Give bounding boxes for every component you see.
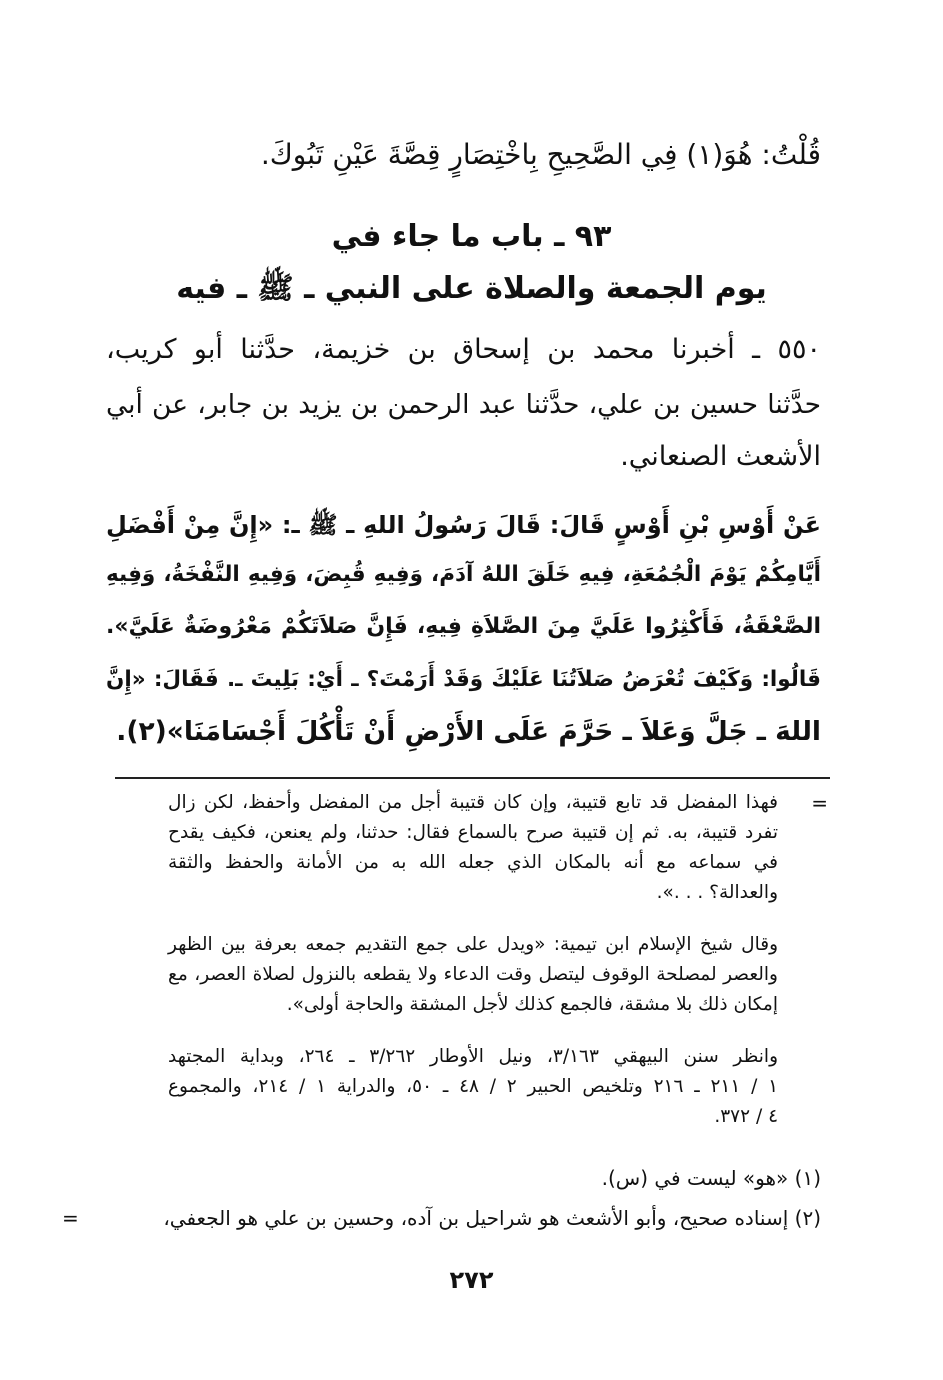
intro-line: قُلْتُ: هُوَ(١) فِي الصَّحِيحِ بِاخْتِصَارٍ قِصَّةَ عَيْنِ تَبُوكَ. xyxy=(260,138,821,171)
page-number: ٢٧٢ xyxy=(449,1266,494,1294)
hadith-line: الصَّعْقَةُ، فَأَكْثِرُوا عَلَيَّ مِنَ الصَّلاَةِ فِيهِ، فَإِنَّ صَلاَتَكُمْ مَعْرُوضَةٌ عَلَيَّ». xyxy=(106,614,821,639)
hadith-line: عَنْ أَوْسِ بْنِ أَوْسٍ قَالَ: قَالَ رَسُولُ اللهِ ـ ﷺ ـ: «إِنَّ مِنْ أَفْضَلِ xyxy=(106,511,821,539)
footnote-line: في سماعه مع أنه بالمكان الذي جعله الله به من الأمانة والحفظ والثقة xyxy=(168,852,778,873)
chapter-title-line2: يوم الجمعة والصلاة على النبي ـ ﷺ ـ فيه xyxy=(176,271,767,306)
footnote-2: (٢) إسناده صحيح، وأبو الأشعث هو شراحيل بن آده، وحسين بن علي هو الجعفي، xyxy=(163,1206,821,1230)
hadith-line: اللهَ ـ جَلَّ وَعَلاَ ـ حَرَّمَ عَلَى الأَرْضِ أَنْ تَأْكُلَ أَجْسَامَنَا»(٢). xyxy=(116,716,821,747)
footnote-continues-marker: = xyxy=(62,1206,79,1230)
footnote-line: وقال شيخ الإسلام ابن تيمية: «ويدل على جمع التقديم جمعه بعرفة بين الظهر xyxy=(168,934,778,955)
footnote-separator xyxy=(115,777,830,779)
footnote-line: والعدالة؟ . . .». xyxy=(656,882,778,903)
isnad-line: حدَّثنا حسين بن علي، حدَّثنا عبد الرحمن بن يزيد بن جابر، عن أبي xyxy=(106,389,821,420)
hadith-line: قَالُوا: وَكَيْفَ تُعْرَضُ صَلاَتُنَا عَلَيْكَ وَقَدْ أَرَمْتَ؟ ـ أَيْ: بَلِيتَ ـ. فَقَالَ: «إِنَّ xyxy=(106,667,821,692)
footnote-line: وانظر سنن البيهقي ٣/١٦٣، ونيل الأوطار ٣/٢٦٢ ـ ٢٦٤، وبداية المجتهد xyxy=(168,1046,779,1067)
isnad-line: الأشعث الصنعاني. xyxy=(620,441,821,472)
continuation-marker: = xyxy=(811,791,828,815)
footnote-line: فهذا المفضل قد تابع قتيبة، وإن كان قتيبة أجل من المفضل وأحفظ، لكن زال xyxy=(168,792,778,813)
footnote-line: والعصر لمصلحة الوقوف ليتصل وقت الدعاء ولا يقطعه بالنزول لصلاة العصر، مع xyxy=(168,964,778,985)
footnote-line: ٤ / ٣٧٢. xyxy=(714,1106,778,1127)
isnad-line: ٥٥٠ ـ أخبرنا محمد بن إسحاق بن خزيمة، حدَّثنا أبو كريب، xyxy=(106,334,821,365)
hadith-line: أَيَّامِكُمْ يَوْمَ الْجُمُعَةِ، فِيهِ خَلَقَ اللهُ آدَمَ، وَفِيهِ قُبِضَ، وَفِيهِ النَّفْخَةُ، وَفِيهِ xyxy=(106,562,821,587)
footnote-1: (١) «هو» ليست في (س). xyxy=(601,1166,821,1190)
footnote-line: إمكان ذلك بلا مشقة، فالجمع كذلك لأجل المشقة والحاجة أولى». xyxy=(286,994,778,1015)
chapter-title-line1: ٩٣ ـ باب ما جاء في xyxy=(331,219,612,254)
footnote-line: ١ / ٢١١ ـ ٢١٦ وتلخيص الحبير ٢ / ٤٨ ـ ٥٠، والدراية ١ / ٢١٤، والمجموع xyxy=(168,1076,779,1097)
footnote-line: تفرد قتيبة، به. ثم إن قتيبة صرح بالسماع فقال: حدثنا، ولم يعنعن، فكيف يقدح xyxy=(168,822,778,843)
